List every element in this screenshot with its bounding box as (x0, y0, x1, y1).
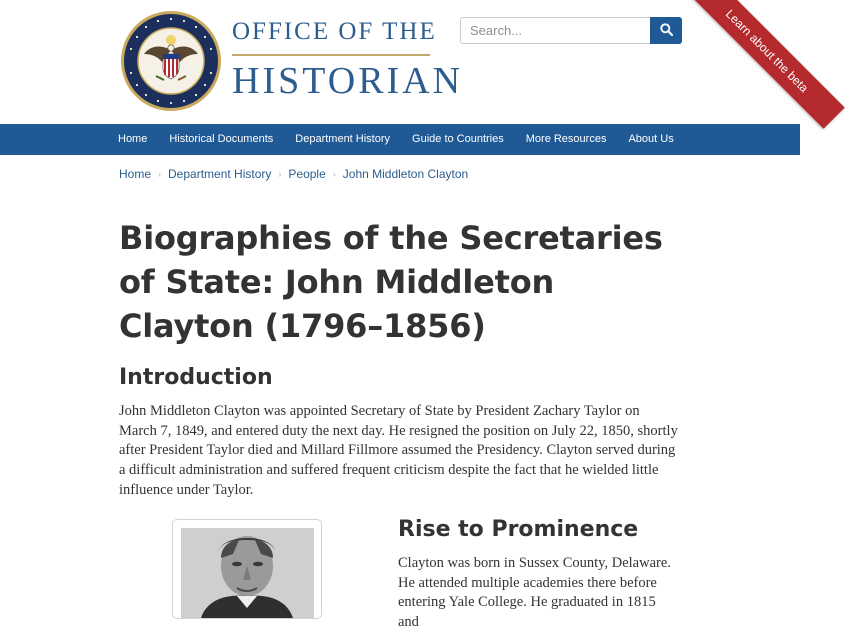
nav-item-guide-to-countries[interactable]: Guide to Countries (412, 133, 504, 145)
breadcrumb-department-history[interactable]: Department History (168, 167, 272, 181)
site-header (0, 0, 812, 124)
search-icon (660, 23, 673, 39)
introduction-paragraph: John Middleton Clayton was appointed Secretary of State by President Zachary Taylor on March 7, 1849, and entered duty the next day. He resigned the position on July 22, 1850, shortly after President Taylor died and Millard Fillmore assumed the Presidency. Clayton served during a difficult administration and suffered frequent criticism despite the fact that he wielded little influence under Taylor. (119, 403, 678, 498)
portrait-card (172, 519, 322, 619)
logo-text-top[interactable]: OFFICE OF THE (232, 18, 437, 45)
breadcrumb-people[interactable]: People (288, 167, 326, 181)
nav-item-more-resources[interactable]: More Resources (525, 133, 607, 145)
department-of-state-seal[interactable] (120, 10, 222, 112)
nav-item-department-history[interactable]: Department History (295, 133, 391, 145)
breadcrumb-separator: › (278, 169, 282, 179)
breadcrumb (119, 165, 468, 183)
nav-item-about-us[interactable]: About Us (628, 133, 674, 145)
breadcrumb-home[interactable]: Home (119, 167, 152, 181)
section-heading-introduction: Introduction (119, 365, 273, 390)
breadcrumb-separator: › (158, 169, 162, 179)
portrait-image[interactable] (181, 528, 314, 618)
search-input[interactable] (460, 17, 651, 44)
section-heading-rise-to-prominence: Rise to Prominence (398, 517, 639, 542)
nav-list (0, 124, 800, 155)
beta-ribbon-container (675, 0, 812, 125)
logo-text-main[interactable]: HISTORIAN (232, 60, 464, 102)
nav-item-home[interactable]: Home (118, 133, 148, 145)
rise-to-prominence-paragraph: Clayton was born in Sussex County, Delaware. He attended multiple academies there before entering Yale College. He graduated in 1815 and (398, 555, 671, 631)
beta-ribbon-link[interactable]: Learn about the beta (689, 0, 845, 129)
main-navbar (0, 124, 800, 155)
nav-item-historical-documents[interactable]: Historical Documents (169, 133, 274, 145)
logo-divider (232, 54, 430, 56)
page-title: Biographies of the Secretaries of State: John Middleton Clayton (1796–1856) (119, 219, 663, 345)
breadcrumb-separator: › (332, 169, 336, 179)
breadcrumb-current[interactable]: John Middleton Clayton (342, 167, 469, 181)
